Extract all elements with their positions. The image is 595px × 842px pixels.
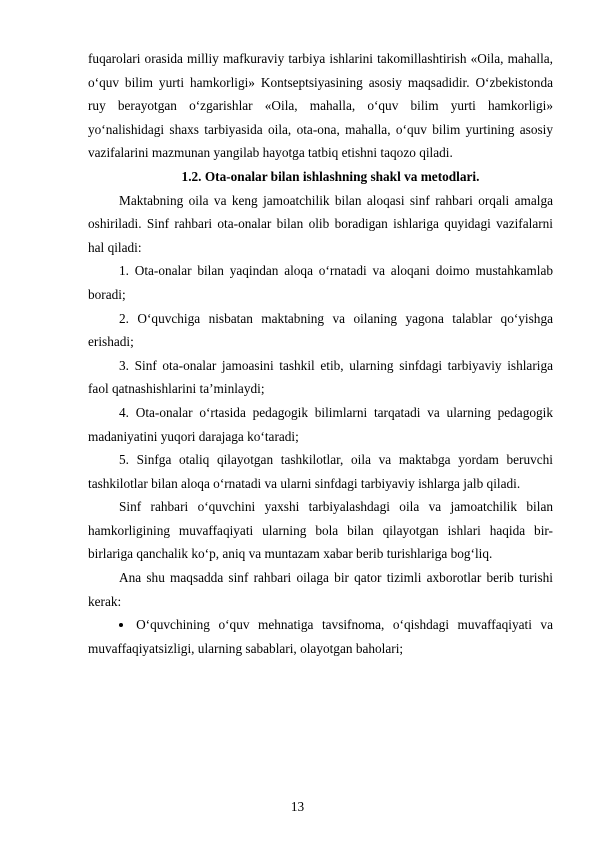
page-number: 13 (290, 799, 305, 814)
bullet-text-content: O‘quvchining o‘quv mehnatiga tavsifnoma, o‘qishdagi muvaffaqiyati va muvaffaqiyatsizligi, ularning sabablari, olayotgan baholari; (88, 617, 553, 656)
paragraph-intro: fuqarolari orasida milliy mafkuraviy tarbiya ishlarini takomillashtirish «Oila, mahalla, o‘quv bilim yurti hamkorligi» Kontseptsiyasining asosiy maqsadidir. O‘zbekistonda ruy berayotgan o‘zgarishlar «Oila, mahalla, o‘quv bilim yurti hamkorligi» yo‘nalishidagi shaxs tarbiyasida oila, ota-ona, mahalla, o‘quv bilim yurtining asosiy vazifalarini mazmunan yangilab hayotga tatbiq etishni taqozo qiladi. (88, 51, 553, 161)
paragraph-cooperation: Sinf rahbari o‘quvchini yaxshi tarbiyalashdagi oila va jamoatchilik bilan hamkorligining muvaffaqiyati ularning bola bilan qilayotgan ishlari haqida bir-birlariga qanchalik ko‘p, aniq va muntazam xabar berib turishlariga bog‘liq. (88, 499, 553, 562)
list-item-3: 3. Sinf ota-onalar jamoasini tashkil etib, ularning sinfdagi tarbiyaviy ishlariga faol qatnashishlarini ta’minlaydi; (88, 357, 553, 397)
paragraph-school-family: Maktabning oila va keng jamoatchilik bilan aloqasi sinf rahbari orqali amalga oshiriladi. Sinf rahbari ota-onalar bilan olib boradigan ishlariga quyidagi vazifalarni hal qiladi: (88, 192, 553, 255)
paragraph-information: Ana shu maqsadda sinf rahbari oilaga bir qator tizimli axborotlar berib turishi kerak: (88, 570, 553, 609)
list-item-2: 2. O‘quvchiga nisbatan maktabning va oilaning yagona talablar qo‘yishga erishadi; (88, 310, 553, 350)
section-heading: 1.2. Ota-onalar bilan ishlashning shakl va metodlari. (181, 168, 480, 184)
bullet-list-item (88, 613, 553, 660)
bullet-text (88, 617, 553, 656)
list-item-5: 5. Sinfga otaliq qilayotgan tashkilotlar, oila va maktabga yordam beruvchi tashkilotlar bilan aloqa o‘rnatadi va ularni sinfdagi tarbiyaviy ishlarga jalb qiladi. (88, 452, 553, 491)
page-body (88, 47, 553, 660)
list-item-1: 1. Ota-onalar bilan yaqindan aloqa o‘rnatadi va aloqani doimo mustahkamlab boradi; (88, 263, 553, 302)
list-item-4: 4. Ota-onalar o‘rtasida pedagogik bilimlarni tarqatadi va ularning pedagogik madaniyatini yuqori darajaga ko‘taradi; (88, 404, 553, 444)
